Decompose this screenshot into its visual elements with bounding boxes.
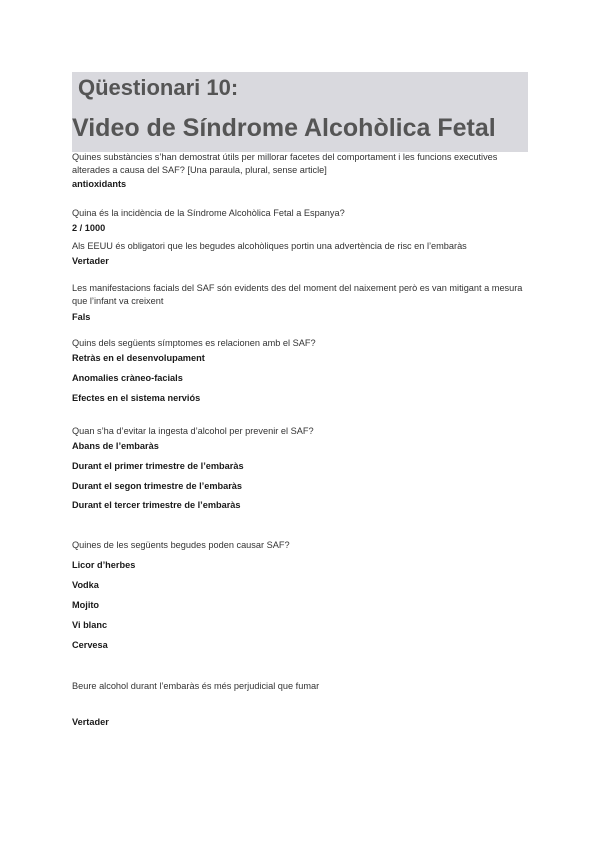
answer-7-5: Cervesa — [72, 640, 108, 650]
answer-7-4: Vi blanc — [72, 620, 108, 630]
answer-6-3: Durant el segon trimestre de l’embaràs — [72, 481, 243, 491]
question-1: Quines substàncies s’han demostrat útils per millorar facetes del comportament i les funcions executives alterades a causa del SAF? [Una paraula, plural, sense article] — [72, 152, 498, 175]
answer-7-2: Vodka — [72, 580, 99, 590]
answer-6-1: Abans de l’embaràs — [72, 441, 159, 451]
question-8: Beure alcohol durant l’embaràs és més perjudicial que fumar — [72, 681, 320, 691]
answer-5-1: Retràs en el desenvolupament — [72, 353, 205, 363]
question-5: Quins dels següents símptomes es relacionen amb el SAF? — [72, 338, 316, 348]
answer-3-1: Vertader — [72, 256, 109, 266]
answer-6-2: Durant el primer trimestre de l’embaràs — [72, 461, 244, 471]
quiz-topic-title: Video de Síndrome Alcohòlica Fetal — [72, 114, 496, 142]
answer-4-1: Fals — [72, 312, 91, 322]
answer-8-1: Vertader — [72, 717, 109, 727]
answer-2-1: 2 / 1000 — [72, 223, 106, 233]
answer-7-1: Licor d’herbes — [72, 560, 136, 570]
answer-6-4: Durant el tercer trimestre de l’embaràs — [72, 500, 241, 510]
question-3: Als EEUU és obligatori que les begudes alcohòliques portin una advertència de risc en l’embaràs — [72, 241, 467, 251]
answer-7-3: Mojito — [72, 600, 100, 610]
answer-1-1: antioxidants — [72, 179, 127, 189]
question-7: Quines de les següents begudes poden causar SAF? — [72, 540, 290, 550]
quiz-number-title: Qüestionari 10: — [78, 75, 239, 100]
question-2: Quina és la incidència de la Síndrome Alcohòlica Fetal a Espanya? — [72, 208, 345, 218]
answer-5-2: Anomalies cràneo-facials — [72, 373, 183, 383]
question-6: Quan s’ha d’evitar la ingesta d’alcohol per prevenir el SAF? — [72, 426, 314, 436]
question-4: Les manifestacions facials del SAF són evidents des del moment del naixement però es van mitigant a mesura que l’infant va creixent — [72, 283, 523, 306]
answer-5-3: Efectes en el sistema nerviós — [72, 393, 201, 403]
